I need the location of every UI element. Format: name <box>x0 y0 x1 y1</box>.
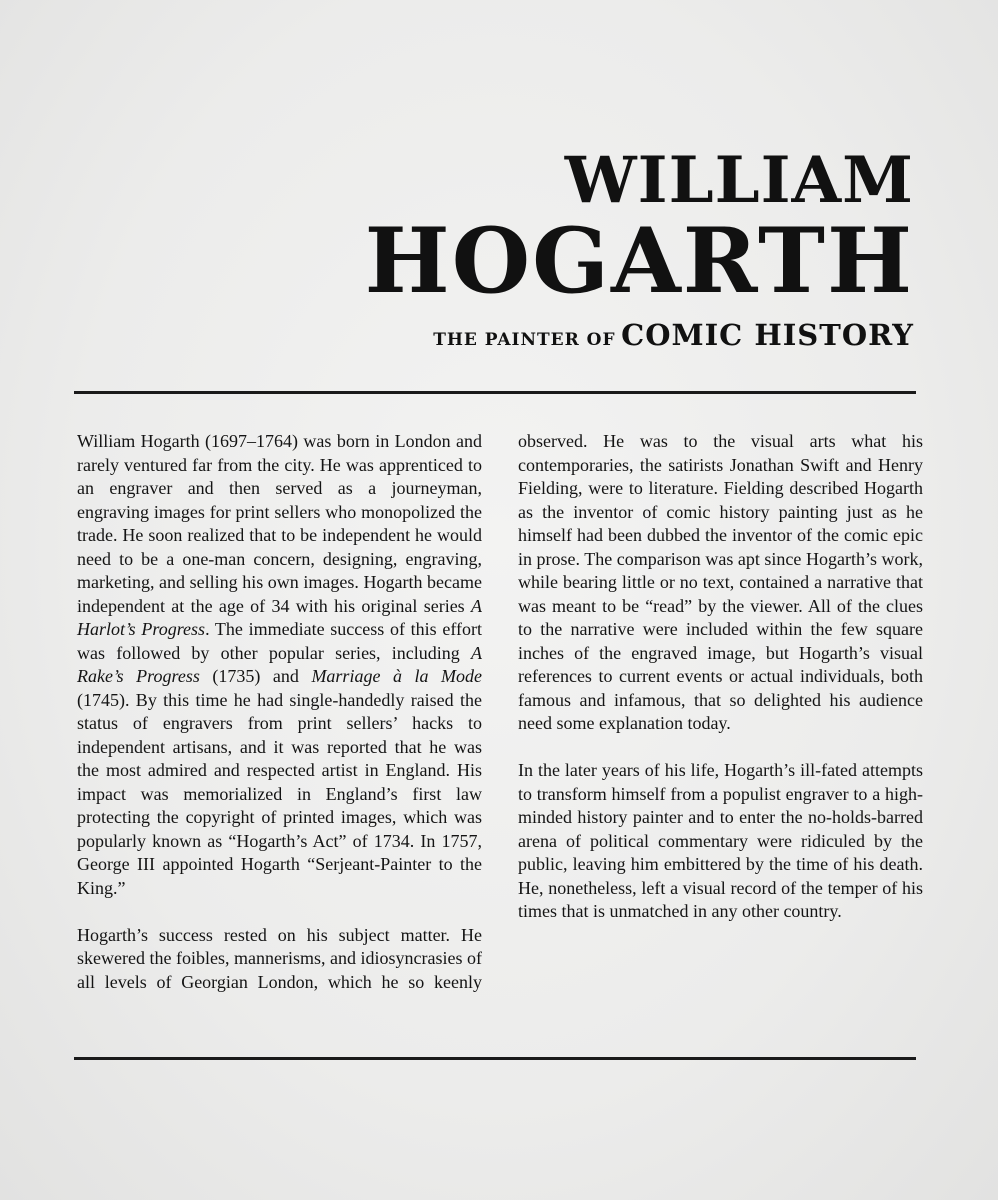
subtitle-prefix: THE PAINTER OF <box>433 330 616 350</box>
title-first-name: WILLIAM <box>564 143 914 218</box>
series-title-harlots-progress: A Harlot’s Progress <box>77 595 482 639</box>
paragraph-biography <box>77 430 482 900</box>
paragraph-subject-matter: Hogarth’s success rested on his subject matter. He skewered the foibles, mannerisms, and idiosyncrasies of all levels of Georgian London, which he so keenly <box>77 924 482 992</box>
title-last-name: HOGARTH <box>364 208 914 314</box>
bottom-divider <box>74 1057 916 1060</box>
subtitle-main: COMIC HISTORY <box>621 318 914 352</box>
right-column <box>518 430 923 947</box>
series-title-rakes-progress: A Rake’s Progress <box>77 642 482 686</box>
series-title-marriage-a-la-mode: Marriage à la Mode <box>311 666 483 686</box>
paragraph-text: (1745). By this time he had single-handedly raised the status of engravers from print sellers’ hacks to independent artisans, and it was reported that he was the most admired and respected artist in England. His impact was memorialized in England’s first law protecting the copyright of printed images, which was popularly known as “Hogarth’s Act” of 1734. In 1757, George III appointed Hogarth “Serjeant-Painter to the King.” <box>77 689 482 898</box>
paragraph-subject-matter-continued: observed. He was to the visual arts what his contemporaries, the satirists Jonathan Swift and Henry Fielding, were to literature. Fielding described Hogarth as the inventor of comic history painting just as he himself had been dubbed the inventor of the comic epic in prose. The comparison was apt since Hogarth’s work, while bearing little or no text, contained a narrative that was meant to be “read” by the viewer. All of the clues to the narrative were included within the few square inches of the engraved image, but Hogarth’s visual references to current events or actual individuals, both famous and infamous, that so delighted his audience need some explanation today. <box>518 431 923 733</box>
paragraph-text: William Hogarth (1697–1764) was born in London and rarely ventured far from the city. He was apprenticed to an engraver and then served as a journeyman, engraving images for print sellers who monopolized the trade. He soon realized that to be independent he would need to be a one-man concern, designing, engraving, marketing, and selling his own images. Hogarth became independent at the age of 34 with his original series <box>77 431 482 616</box>
top-divider <box>74 391 916 394</box>
paragraph-text: (1735) and <box>199 666 312 686</box>
title-block <box>364 143 914 352</box>
left-column <box>77 430 482 1018</box>
subtitle <box>365 318 914 352</box>
paragraph-later-years: In the later years of his life, Hogarth’s ill-fated attempts to transform himself from a populist engraver to a high-minded history painter and to enter the no-holds-barred arena of political commentary were ridiculed by the public, leaving him embittered by the time of his death. He, nonetheless, left a visual record of the temper of his times that is unmatched in any other country. <box>518 760 923 921</box>
paragraph-text: . The immediate success of this effort was followed by other popular series, including <box>77 619 483 663</box>
